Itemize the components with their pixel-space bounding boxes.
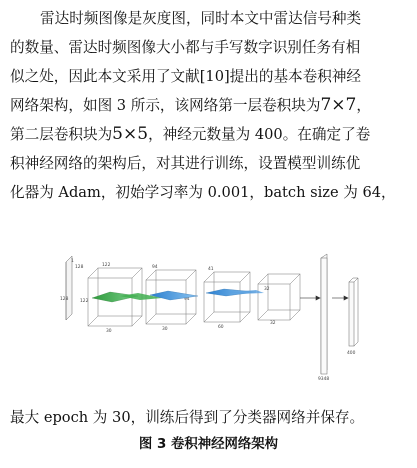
dense-layer-2: [349, 278, 358, 346]
map2-depth-label: 30: [162, 327, 168, 332]
paragraph-line-2: 的数量、雷达时频图像大小都与手写数字识别任务有相: [10, 39, 361, 56]
paragraph-line-5: [10, 120, 414, 149]
kernel-size-2: 5×5: [112, 124, 149, 144]
kernel-size-1: 7×7: [320, 95, 357, 115]
paragraph-line-6: 积神经网络的架构后，对其进行训练，设置模型训练优: [10, 155, 361, 172]
map3-depth-label: 60: [218, 325, 224, 330]
input-channels-label: 1: [71, 259, 74, 264]
map1-depth-label: 30: [106, 329, 112, 334]
map1-top-label: 122: [102, 263, 111, 268]
feature-map-4: [258, 274, 300, 320]
input-height-label: 128: [75, 265, 84, 270]
map1-side-label: 122: [80, 299, 89, 304]
figure-caption: 图 3 卷积神经网络架构: [138, 437, 279, 452]
paragraph-line-4-text: 网络架构，如图 3 所示，该网络第一层卷积块为: [10, 97, 321, 114]
paragraph-line-5-start: 第二层卷积块为: [10, 126, 113, 143]
map3-top-label: 41: [208, 267, 214, 272]
input-layer: [66, 256, 72, 320]
cnn-architecture-figure: [58, 248, 368, 386]
paragraph-line-3: 似之处，因此本文采用了文献[10]提出的基本卷积神经: [10, 68, 362, 85]
map4-depth-label: 32: [270, 321, 276, 326]
paragraph-line-7: 化器为 Adam，初始学习率为 0.001，batch size 为 64，: [10, 184, 396, 201]
dense2-label: 400: [347, 351, 356, 356]
map2-side-label: 94: [184, 297, 190, 302]
paragraph-line-1: 雷达时频图像是灰度图，同时本文中雷达信号种类: [40, 10, 362, 27]
paragraph-line-5-end: ，神经元数量为 400。在确定了卷: [148, 126, 371, 143]
body-paragraph: [10, 4, 414, 207]
closing-sentence: 最大 epoch 为 30，训练后得到了分类器网络并保存。: [10, 409, 365, 426]
map4-top-label: 32: [264, 287, 270, 292]
dense-layer-1: [321, 254, 327, 374]
paragraph-line-4: [10, 91, 414, 120]
dense1-label: 9348: [318, 377, 330, 382]
feature-map-3: [204, 272, 250, 322]
map2-top-label: 94: [152, 265, 158, 270]
input-width-label: 128: [60, 297, 69, 302]
paragraph-line-4-end: ，: [356, 97, 371, 114]
